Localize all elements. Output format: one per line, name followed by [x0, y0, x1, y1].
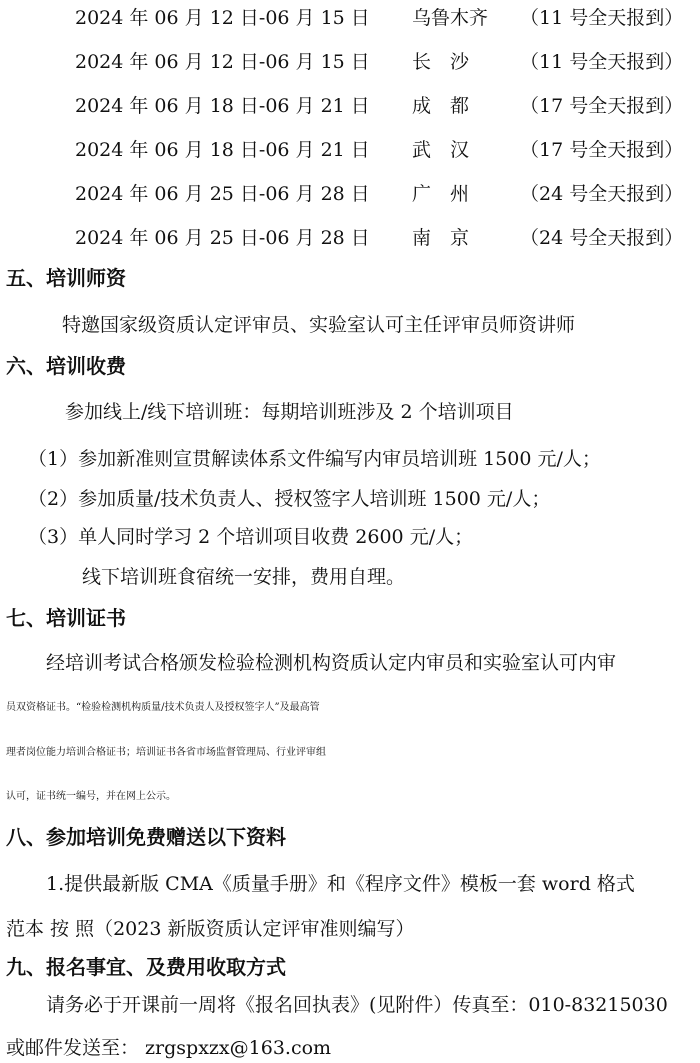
schedule-row	[75, 182, 685, 206]
section-heading: 五、培训师资	[6, 266, 126, 290]
paragraph-line: 员双资格证书。“检验检测机构质量/技术负责人及授权签字人”及最高管	[6, 702, 320, 713]
section-heading: 六、培训收费	[6, 354, 126, 378]
section-text: 线下培训班食宿统一安排，费用自理。	[82, 566, 406, 588]
section-text: 参加线上/线下培训班：每期培训班涉及 2 个培训项目	[65, 401, 514, 423]
schedule-city: 成 都	[412, 95, 470, 117]
schedule-row	[75, 226, 685, 250]
schedule-row	[75, 50, 685, 74]
schedule-dates: 2024 年 06 月 25 日-06 月 28 日	[75, 183, 370, 205]
schedule-row	[75, 6, 685, 30]
schedule-note: （17 号全天报到）	[520, 95, 684, 117]
list-item: （1）参加新准则宣贯解读体系文件编写内审员培训班 1500 元/人；	[28, 448, 601, 470]
schedule-city: 乌鲁木齐	[412, 7, 489, 29]
schedule-note: （11 号全天报到）	[520, 51, 684, 73]
schedule-row	[75, 138, 685, 162]
schedule-note: （17 号全天报到）	[520, 139, 684, 161]
paragraph-line: 认可，证书统一编号，并在网上公示。	[6, 791, 176, 802]
list-item: （3）单人同时学习 2 个培训项目收费 2600 元/人；	[28, 526, 474, 548]
schedule-city: 武 汉	[412, 139, 470, 161]
schedule-city: 长 沙	[412, 51, 470, 73]
contact-line: 或邮件发送至： zrgspxzx@163.com	[6, 1037, 332, 1059]
paragraph-line: 范本 按 照（2023 新版资质认定评审准则编写）	[6, 918, 415, 940]
schedule-dates: 2024 年 06 月 12 日-06 月 15 日	[75, 7, 370, 29]
section-text: 特邀国家级资质认定评审员、实验室认可主任评审员师资讲师	[62, 314, 576, 336]
paragraph-line: 1.提供最新版 CMA《质量手册》和《程序文件》模板一套 word 格式	[46, 873, 635, 895]
list-item: （2）参加质量/技术负责人、授权签字人培训班 1500 元/人；	[28, 488, 551, 510]
paragraph-line: 请务必于开课前一周将《报名回执表》(见附件）传真至：010-83215030	[46, 994, 668, 1016]
paragraph-line: 理者岗位能力培训合格证书；培训证书各省市场监督管理局、行业评审组	[6, 747, 326, 758]
schedule-city: 广 州	[412, 183, 470, 205]
schedule-note: （24 号全天报到）	[520, 183, 684, 205]
paragraph-line: 经培训考试合格颁发检验检测机构资质认定内审员和实验室认可内审	[46, 652, 617, 674]
section-heading: 九、报名事宜、及费用收取方式	[6, 955, 286, 979]
schedule-city: 南 京	[412, 227, 470, 249]
schedule-dates: 2024 年 06 月 18 日-06 月 21 日	[75, 139, 370, 161]
schedule-dates: 2024 年 06 月 25 日-06 月 28 日	[75, 227, 370, 249]
section-heading: 七、培训证书	[6, 606, 126, 630]
schedule-dates: 2024 年 06 月 12 日-06 月 15 日	[75, 51, 370, 73]
schedule-dates: 2024 年 06 月 18 日-06 月 21 日	[75, 95, 370, 117]
schedule-note: （24 号全天报到）	[520, 227, 684, 249]
schedule-note: （11 号全天报到）	[520, 7, 684, 29]
schedule-row	[75, 94, 685, 118]
section-heading: 八、参加培训免费赠送以下资料	[6, 825, 286, 849]
